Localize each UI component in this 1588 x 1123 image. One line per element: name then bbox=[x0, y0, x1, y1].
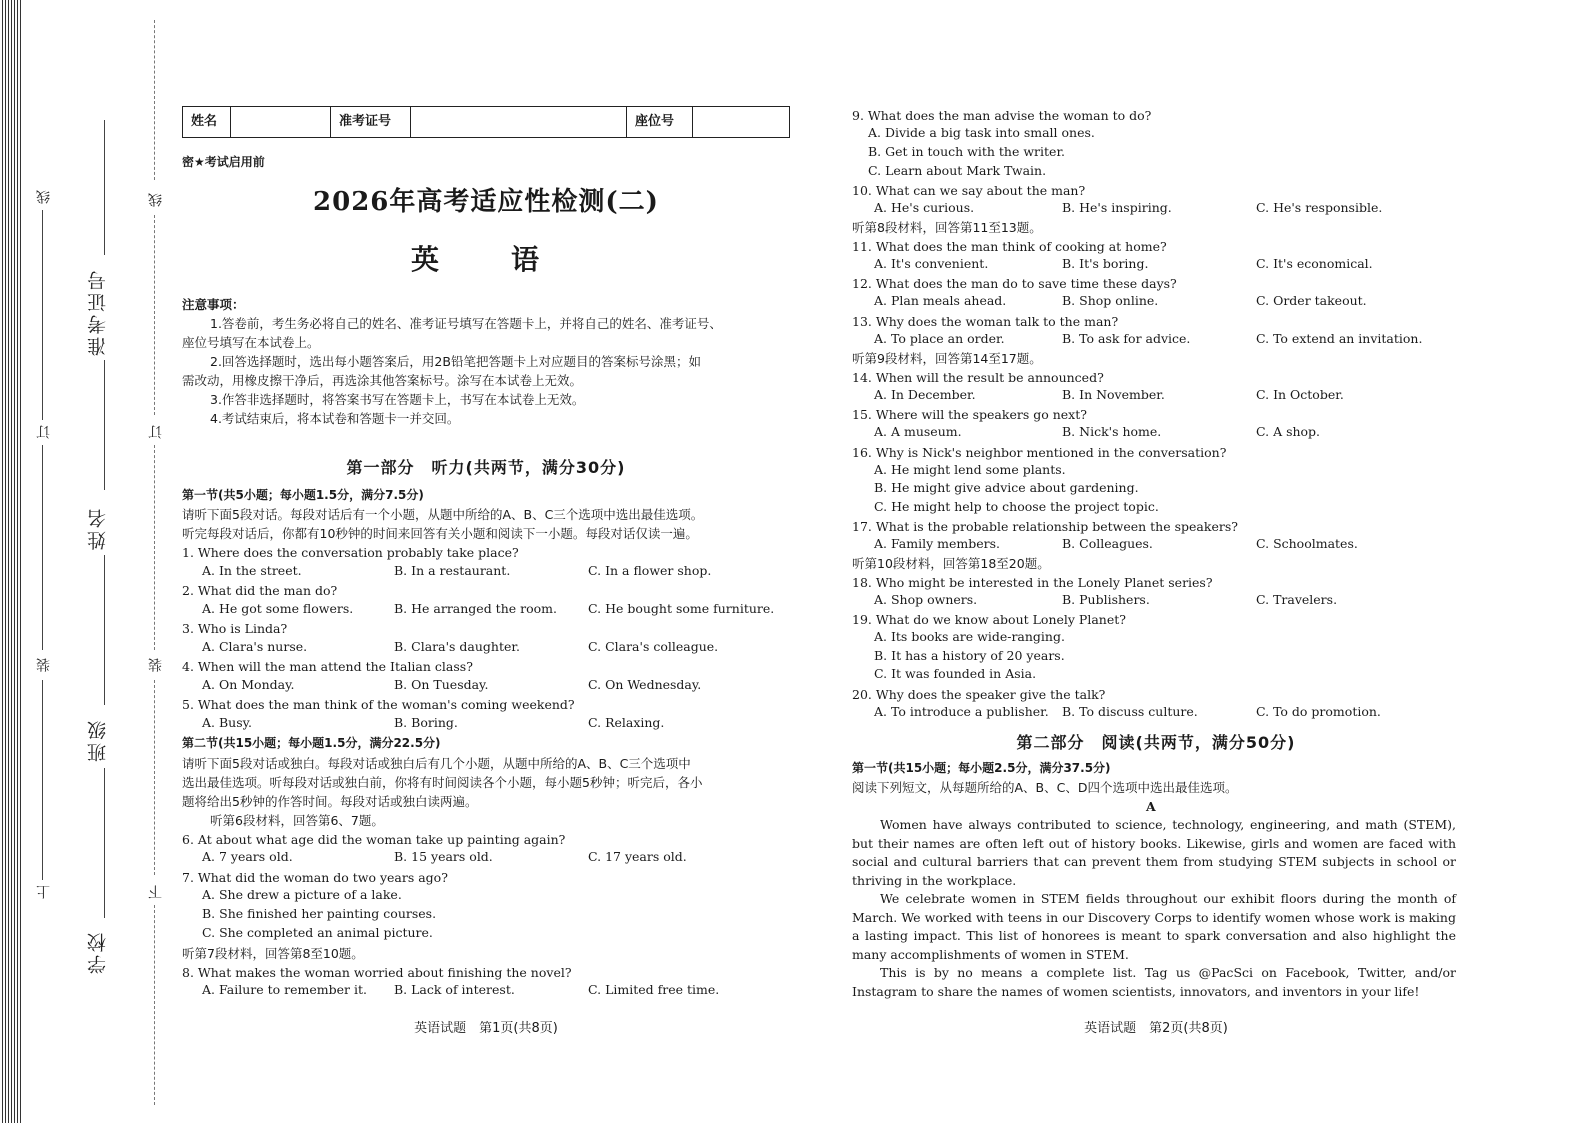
part1-sec2-title: 第二节(共15小题；每小题1.5分，满分22.5分) bbox=[182, 736, 441, 750]
q10-option-b[interactable]: B. He's inspiring. bbox=[1062, 200, 1172, 215]
seat-label: 座位号 bbox=[627, 107, 693, 137]
question-20: 20. Why does the speaker give the talk? bbox=[852, 687, 1106, 702]
page-1-footer: 英语试题 第1页(共8页) bbox=[414, 1021, 558, 1036]
q19-option-c[interactable]: C. It was founded in Asia. bbox=[874, 666, 1037, 681]
notes-line: 需改动，用橡皮擦干净后，再选涂其他答案标号。涂写在本试卷上无效。 bbox=[182, 373, 583, 388]
q19-option-b[interactable]: B. It has a history of 20 years. bbox=[874, 648, 1065, 663]
question-9: 9. What does the man advise the woman to do? bbox=[852, 108, 1152, 123]
secret-label: 密★考试启用前 bbox=[182, 155, 265, 169]
q4-option-a[interactable]: A. On Monday. bbox=[202, 677, 295, 692]
binding-school-label: 学校 bbox=[87, 930, 109, 974]
q11-option-a[interactable]: A. It's convenient. bbox=[874, 256, 989, 271]
q17-option-b[interactable]: B. Colleagues. bbox=[1062, 536, 1153, 551]
q1-option-c[interactable]: C. In a flower shop. bbox=[588, 563, 712, 578]
binding-strip bbox=[0, 0, 170, 1123]
q3-option-b[interactable]: B. Clara's daughter. bbox=[394, 639, 520, 654]
q1-option-a[interactable]: A. In the street. bbox=[202, 563, 302, 578]
page-2 bbox=[852, 0, 1460, 1123]
inner-cut-line-4 bbox=[154, 680, 155, 875]
part1-sec2-instr: 题将给出5秒钟的作答时间。每段对话或独白读两遍。 bbox=[182, 794, 478, 809]
page-2-footer: 英语试题 第2页(共8页) bbox=[1084, 1021, 1228, 1036]
question-1: 1. Where does the conversation probably take place? bbox=[182, 545, 519, 560]
question-2: 2. What did the man do? bbox=[182, 583, 338, 598]
q9-option-c[interactable]: C. Learn about Mark Twain. bbox=[868, 163, 1047, 178]
notes-line: 座位号填写在本试卷上。 bbox=[182, 335, 320, 350]
q5-option-c[interactable]: C. Relaxing. bbox=[588, 715, 665, 730]
q4-option-c[interactable]: C. On Wednesday. bbox=[588, 677, 702, 692]
notes-heading: 注意事项： bbox=[182, 297, 245, 312]
question-5: 5. What does the man think of the woman's coming weekend? bbox=[182, 697, 575, 712]
outer-cut-line bbox=[42, 210, 43, 420]
notes-line: 1.答卷前，考生务必将自己的姓名、准考证号填写在答题卡上，并将自己的姓名、准考证号、 bbox=[210, 316, 722, 331]
notes-line: 3.作答非选择题时，将答案书写在答题卡上，书写在本试卷上无效。 bbox=[210, 392, 585, 407]
candidate-info-table bbox=[182, 106, 790, 138]
notes-line: 4.考试结束后，将本试卷和答题卡一并交回。 bbox=[210, 411, 460, 426]
q13-option-a[interactable]: A. To place an order. bbox=[874, 331, 1005, 346]
q12-option-a[interactable]: A. Plan meals ahead. bbox=[874, 293, 1007, 308]
q15-option-b[interactable]: B. Nick's home. bbox=[1062, 424, 1162, 439]
inner-cut-line-3 bbox=[154, 445, 155, 650]
q18-option-c[interactable]: C. Travelers. bbox=[1256, 592, 1338, 607]
passage-paragraph-2: We celebrate women in STEM fields throughout our exhibit floors during the month of March. We worked with teens in our Discovery Corps to identify women whose work is making a lasting impact. This list of honorees is meant to spark conversation and also highlight the many accomplishments of women in STEM. bbox=[852, 891, 1456, 962]
part1-sec1-instr: 听完每段对话后，你都有10秒钟的时间来回答有关小题和阅读下一小题。每段对话仅读一遍。 bbox=[182, 526, 698, 541]
inner-cut-line-2 bbox=[154, 215, 155, 415]
question-6: 6. At about what age did the woman take up painting again? bbox=[182, 832, 566, 847]
q14-option-c[interactable]: C. In October. bbox=[1256, 387, 1344, 402]
question-10: 10. What can we say about the man? bbox=[852, 183, 1086, 198]
question-3: 3. Who is Linda? bbox=[182, 621, 288, 636]
page-1 bbox=[182, 0, 790, 1123]
question-18: 18. Who might be interested in the Lonely Planet series? bbox=[852, 575, 1213, 590]
question-13: 13. Why does the woman talk to the man? bbox=[852, 314, 1119, 329]
q17-option-a[interactable]: A. Family members. bbox=[874, 536, 1001, 551]
q3-option-c[interactable]: C. Clara's colleague. bbox=[588, 639, 719, 654]
passage-paragraph-1: Women have always contributed to science, technology, engineering, and math (STEM), but their names are often left out of history books. Likewise, girls and women are faced with social and cultural barriers that can prevent them from studying STEM subjects in school or thriving in the workplace. bbox=[852, 817, 1456, 888]
exam-no-fill-line bbox=[104, 120, 105, 255]
question-16: 16. Why is Nick's neighbor mentioned in the conversation? bbox=[852, 445, 1227, 460]
inner-cut-line bbox=[154, 20, 155, 180]
q3-option-a[interactable]: A. Clara's nurse. bbox=[202, 639, 308, 654]
q8-option-c[interactable]: C. Limited free time. bbox=[588, 982, 720, 997]
q14-option-a[interactable]: A. In December. bbox=[874, 387, 976, 402]
q12-option-b[interactable]: B. Shop online. bbox=[1062, 293, 1159, 308]
name-label: 姓名 bbox=[183, 107, 231, 137]
q4-option-b[interactable]: B. On Tuesday. bbox=[394, 677, 489, 692]
exam-title: 2026年高考适应性检测(二) bbox=[313, 187, 659, 217]
outer-cut-line-3 bbox=[42, 680, 43, 880]
q9-option-a[interactable]: A. Divide a big task into small ones. bbox=[868, 125, 1095, 140]
inner-mark-zhuang: 装 bbox=[148, 658, 164, 672]
part1-sec2-instr: 选出最佳选项。听每段对话或独白前，你将有时间阅读各个小题，每小题5秒钟；听完后，各小 bbox=[182, 775, 703, 790]
name-fill-line bbox=[104, 555, 105, 705]
q16-option-c[interactable]: C. He might help to choose the project topic. bbox=[874, 499, 1159, 514]
q7-option-c[interactable]: C. She completed an animal picture. bbox=[202, 925, 433, 940]
q1-option-b[interactable]: B. In a restaurant. bbox=[394, 563, 511, 578]
class-fill-line bbox=[104, 768, 105, 918]
question-12: 12. What does the man do to save time these days? bbox=[852, 276, 1177, 291]
q19-option-a[interactable]: A. Its books are wide-ranging. bbox=[874, 629, 1065, 644]
outer-mark-zhuang: 装 bbox=[36, 658, 52, 672]
q14-option-b[interactable]: B. In November. bbox=[1062, 387, 1165, 402]
q8-option-a[interactable]: A. Failure to remember it. bbox=[202, 982, 367, 997]
part2-sec1-instr: 阅读下列短文，从每题所给的A、B、C、D四个选项中选出最佳选项。 bbox=[852, 780, 1238, 795]
part1-title: 第一部分 听力(共两节，满分30分) bbox=[346, 458, 626, 477]
binding-exam-no-label: 准考证号 bbox=[87, 268, 109, 356]
q10-option-a[interactable]: A. He's curious. bbox=[874, 200, 975, 215]
q2-option-c[interactable]: C. He bought some furniture. bbox=[588, 601, 775, 616]
q5-option-b[interactable]: B. Boring. bbox=[394, 715, 458, 730]
q6-option-c[interactable]: C. 17 years old. bbox=[588, 849, 687, 864]
inner-mark-xian: 线 bbox=[148, 193, 164, 207]
q16-option-b[interactable]: B. He might give advice about gardening. bbox=[874, 480, 1139, 495]
part2-sec1-title: 第一节(共15小题；每小题2.5分，满分37.5分) bbox=[852, 761, 1111, 775]
exam-no-field[interactable] bbox=[411, 107, 627, 137]
q2-option-b[interactable]: B. He arranged the room. bbox=[394, 601, 557, 616]
q6-option-b[interactable]: B. 15 years old. bbox=[394, 849, 493, 864]
inner-mark-ding: 订 bbox=[148, 425, 164, 439]
q11-option-b[interactable]: B. It's boring. bbox=[1062, 256, 1149, 271]
binding-name-label: 姓名 bbox=[87, 506, 109, 550]
question-4: 4. When will the man attend the Italian class? bbox=[182, 659, 473, 674]
material-8-label: 听第8段材料，回答第11至13题。 bbox=[852, 220, 1042, 235]
q15-option-c[interactable]: C. A shop. bbox=[1256, 424, 1321, 439]
question-17: 17. What is the probable relationship between the speakers? bbox=[852, 519, 1238, 534]
q16-option-a[interactable]: A. He might lend some plants. bbox=[874, 462, 1066, 477]
q2-option-a[interactable]: A. He got some flowers. bbox=[202, 601, 354, 616]
material-9-label: 听第9段材料，回答第14至17题。 bbox=[852, 351, 1042, 366]
q12-option-c[interactable]: C. Order takeout. bbox=[1256, 293, 1367, 308]
part1-sec1-title: 第一节(共5小题；每小题1.5分，满分7.5分) bbox=[182, 488, 424, 502]
q17-option-c[interactable]: C. Schoolmates. bbox=[1256, 536, 1358, 551]
outer-mark-ding: 订 bbox=[36, 425, 52, 439]
seat-field[interactable] bbox=[693, 107, 786, 137]
question-14: 14. When will the result be announced? bbox=[852, 370, 1104, 385]
material-7-label: 听第7段材料，回答第8至10题。 bbox=[182, 946, 364, 961]
binding-class-label: 班级 bbox=[87, 718, 109, 762]
question-19: 19. What do we know about Lonely Planet? bbox=[852, 612, 1126, 627]
q6-option-a[interactable]: A. 7 years old. bbox=[202, 849, 293, 864]
q10-option-c[interactable]: C. He's responsible. bbox=[1256, 200, 1383, 215]
subject-title: 英 语 bbox=[410, 243, 561, 276]
question-15: 15. Where will the speakers go next? bbox=[852, 407, 1087, 422]
q15-option-a[interactable]: A. A museum. bbox=[874, 424, 962, 439]
exam-no-label: 准考证号 bbox=[331, 107, 411, 137]
exam-no-fill-line-2 bbox=[104, 360, 105, 490]
q8-option-b[interactable]: B. Lack of interest. bbox=[394, 982, 515, 997]
outer-mark-shang: 上 bbox=[36, 885, 52, 899]
passage-paragraph-3: This is by no means a complete list. Tag us @PacSci on Facebook, Twitter, and/or Instagram to share the names of women scientists, innovators, and inventors in your life! bbox=[852, 965, 1456, 999]
q13-option-b[interactable]: B. To ask for advice. bbox=[1062, 331, 1191, 346]
q13-option-c[interactable]: C. To extend an invitation. bbox=[1256, 331, 1423, 346]
q18-option-b[interactable]: B. Publishers. bbox=[1062, 592, 1150, 607]
outer-mark-xian: 线 bbox=[36, 190, 52, 204]
q5-option-a[interactable]: A. Busy. bbox=[202, 715, 252, 730]
q20-option-a[interactable]: A. To introduce a publisher. bbox=[874, 704, 1049, 719]
q18-option-a[interactable]: A. Shop owners. bbox=[874, 592, 978, 607]
q20-option-c[interactable]: C. To do promotion. bbox=[1256, 704, 1381, 719]
outer-cut-line-2 bbox=[42, 445, 43, 650]
binding-hatch bbox=[0, 0, 22, 1123]
q7-option-a[interactable]: A. She drew a picture of a lake. bbox=[202, 887, 402, 902]
question-11: 11. What does the man think of cooking at home? bbox=[852, 239, 1167, 254]
inner-cut-line-5 bbox=[154, 905, 155, 1105]
material-6-label: 听第6段材料，回答第6、7题。 bbox=[210, 813, 384, 828]
q20-option-b[interactable]: B. To discuss culture. bbox=[1062, 704, 1198, 719]
question-7: 7. What did the woman do two years ago? bbox=[182, 870, 448, 885]
notes-line: 2.回答选择题时，选出每小题答案后，用2B铅笔把答题卡上对应题目的答案标号涂黑；如 bbox=[210, 354, 701, 369]
q7-option-b[interactable]: B. She finished her painting courses. bbox=[202, 906, 437, 921]
part1-sec2-instr: 请听下面5段对话或独白。每段对话或独白后有几个小题，从题中所给的A、B、C三个选项中 bbox=[182, 756, 691, 771]
passage-label: A bbox=[1146, 799, 1156, 814]
part2-title: 第二部分 阅读(共两节，满分50分) bbox=[1016, 733, 1296, 752]
q9-option-b[interactable]: B. Get in touch with the writer. bbox=[868, 144, 1066, 159]
question-8: 8. What makes the woman worried about finishing the novel? bbox=[182, 965, 572, 980]
part1-sec1-instr: 请听下面5段对话。每段对话后有一个小题，从题中所给的A、B、C三个选项中选出最佳选项。 bbox=[182, 507, 704, 522]
inner-mark-xia: 下 bbox=[148, 885, 164, 899]
material-10-label: 听第10段材料，回答第18至20题。 bbox=[852, 556, 1050, 571]
q11-option-c[interactable]: C. It's economical. bbox=[1256, 256, 1373, 271]
name-field[interactable] bbox=[231, 107, 331, 137]
